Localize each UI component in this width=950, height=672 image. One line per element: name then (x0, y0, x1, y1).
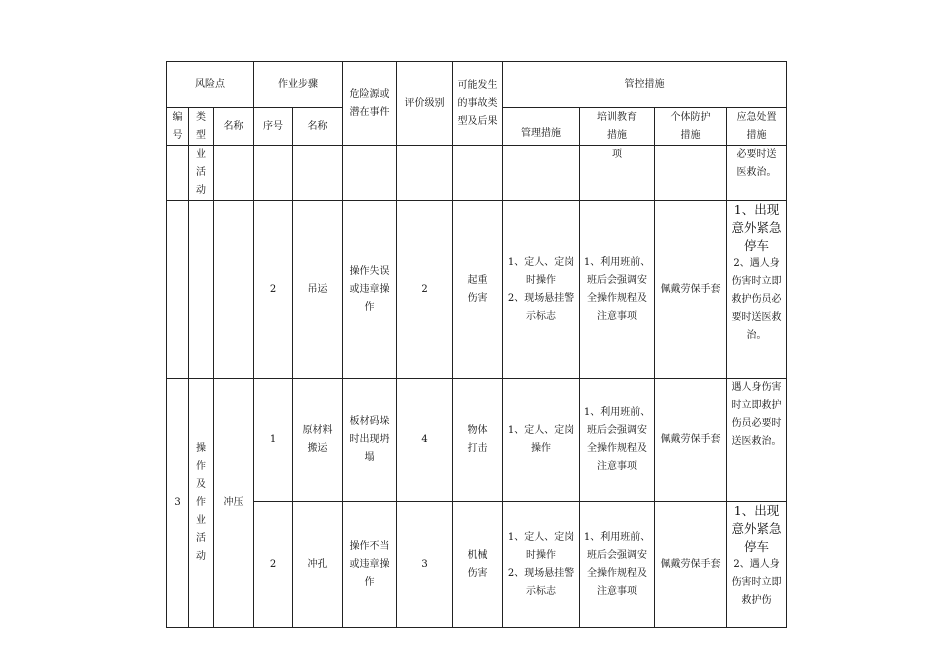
header-emergency-text: 应急处置措施 (736, 111, 777, 141)
raw-training-text: 1、利用班前、班后会强调安全操作规程及注意事项 (583, 407, 651, 472)
cell-empty (189, 201, 214, 379)
cell-hazard-raw (343, 379, 397, 502)
cell-empty (254, 146, 293, 201)
cell-accident-punch (453, 502, 503, 628)
raw-step-text: 原材料搬运 (302, 425, 333, 454)
cell-step-punch: 冲孔 (293, 502, 343, 628)
lift-emergency-2: 2、遇人身伤害时立即救护伤员必要时送医救治。 (731, 258, 782, 341)
cell-empty (214, 146, 254, 201)
cell-empty (167, 146, 189, 201)
cell-step-lift: 吊运 (293, 201, 343, 379)
cell-empty (293, 146, 343, 201)
header-eval-level: 评价级别 (397, 62, 453, 146)
punch-training-text: 1、利用班前、班后会强调安全操作规程及注意事项 (583, 531, 651, 597)
group-type-text: 操作及作业活动 (196, 443, 206, 562)
header-code-text: 编号 (172, 111, 183, 141)
lift-accident-text: 起重伤害 (467, 274, 488, 304)
table-row-punch (167, 502, 787, 628)
punch-mgmt-2: 2、现场悬挂警示标志 (507, 567, 575, 597)
cell-empty (214, 201, 254, 379)
punch-ppe-text: 佩戴劳保手套 (660, 558, 721, 570)
cell-hazard-punch (343, 502, 397, 628)
raw-hazard-text: 板材码垛时出现坍塌 (349, 416, 390, 463)
cell-emergency-raw (727, 379, 787, 502)
cell-training-punch (580, 502, 655, 628)
cell-level-raw: 4 (397, 379, 453, 502)
cell-ppe-lift (655, 201, 727, 379)
cell-name-group: 冲压 (214, 379, 254, 628)
header-training-text: 培训教育措施 (597, 111, 638, 141)
cell-empty (453, 146, 503, 201)
lift-mgmt-2: 2、现场悬挂警示标志 (507, 292, 575, 322)
table-row-lift (167, 201, 787, 379)
cell-seq-lift: 2 (254, 201, 293, 379)
cell-empty (503, 146, 580, 201)
header-hazard-source-text: 危险源或潜在事件 (349, 88, 390, 118)
header-risk-point: 风险点 (167, 62, 254, 108)
cell-level-punch: 3 (397, 502, 453, 628)
cell-emergency-lift (727, 201, 787, 379)
cell-accident-raw (453, 379, 503, 502)
cell-empty (343, 146, 397, 201)
header-code (167, 108, 189, 146)
header-work-steps: 作业步骤 (254, 62, 343, 108)
cell-empty (167, 201, 189, 379)
lift-hazard-text: 操作失误或违章操作 (349, 265, 390, 313)
header-emergency (727, 108, 787, 146)
cell-training-raw (580, 379, 655, 502)
header-possible-accident (453, 62, 503, 146)
cell-mgmt-lift (503, 201, 580, 379)
cont-type-text: 业活动 (196, 149, 206, 196)
cell-empty (655, 146, 727, 201)
cell-step-raw (293, 379, 343, 502)
header-ppe (655, 108, 727, 146)
table-row-raw-material (167, 379, 787, 502)
punch-emergency-2: 2、遇人身伤害时立即救护伤 (731, 559, 782, 606)
header-step-name: 名称 (293, 108, 343, 146)
lift-emergency-1: 1、出现意外紧急停车 (731, 202, 782, 253)
risk-control-table (166, 61, 787, 628)
header-possible-accident-text: 可能发生的事故类型及后果 (457, 79, 498, 127)
cont-emergency-text: 必要时送医救治。 (736, 149, 777, 178)
cell-empty (397, 146, 453, 201)
raw-ppe-text: 佩戴劳保手套 (660, 434, 721, 445)
cell-level-lift: 2 (397, 201, 453, 379)
header-name: 名称 (214, 108, 254, 146)
table-row-continuation (167, 146, 787, 201)
header-type-text: 类型 (196, 111, 206, 141)
punch-emergency-1: 1、出现意外紧急停车 (731, 503, 782, 554)
cell-type-cont (189, 146, 214, 201)
cell-training-cont: 项 (580, 146, 655, 201)
punch-accident-text: 机械伤害 (467, 549, 488, 579)
cell-type-group (189, 379, 214, 628)
cell-mgmt-punch (503, 502, 580, 628)
raw-emergency-text: 遇人身伤害时立即救护伤员必要时送医救治。 (731, 382, 782, 447)
cell-code-group: 3 (167, 379, 189, 628)
cell-training-lift (580, 201, 655, 379)
cell-mgmt-raw (503, 379, 580, 502)
punch-hazard-text: 操作不当或违章操作 (349, 540, 390, 588)
cell-accident-lift (453, 201, 503, 379)
header-control-measures: 管控措施 (503, 62, 787, 108)
header-row-1 (167, 62, 787, 108)
header-seq: 序号 (254, 108, 293, 146)
header-training (580, 108, 655, 146)
cell-seq-raw: 1 (254, 379, 293, 502)
lift-mgmt-1: 1、定人、定岗时操作 (507, 256, 575, 286)
lift-training-text: 1、利用班前、班后会强调安全操作规程及注意事项 (583, 256, 651, 322)
cell-seq-punch: 2 (254, 502, 293, 628)
header-hazard-source (343, 62, 397, 146)
punch-mgmt-1: 1、定人、定岗时操作 (507, 531, 575, 561)
cell-hazard-lift (343, 201, 397, 379)
header-mgmt: 管理措施 (503, 108, 580, 146)
raw-accident-text: 物体打击 (467, 425, 488, 454)
raw-mgmt-1: 1、定人、定岗操作 (507, 425, 575, 454)
cell-ppe-raw (655, 379, 727, 502)
cell-emergency-cont (727, 146, 787, 201)
lift-ppe-text: 佩戴劳保手套 (660, 283, 721, 295)
header-ppe-text: 个体防护措施 (670, 111, 711, 141)
cell-emergency-punch (727, 502, 787, 628)
header-type (189, 108, 214, 146)
cell-ppe-punch (655, 502, 727, 628)
